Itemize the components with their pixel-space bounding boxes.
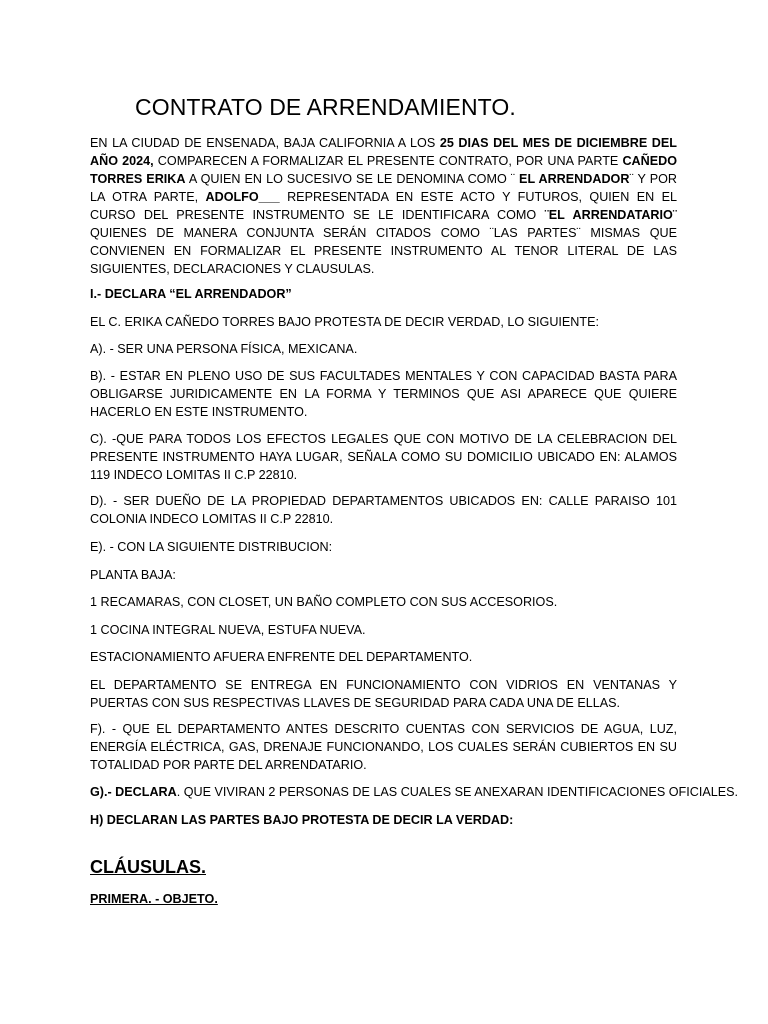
intro-text-6: QUIENES DE MANERA CONJUNTA SERÁN CITADOS COMO ¨LAS PARTES¨ MISMAS QUE CONVIENEN EN FORMALIZAR EL PRESENTE INSTRUMENTO AL TENOR LITERAL DE LAS SIGUIENTES, DECLARACIONES Y CLAUSULAS. [90,226,677,276]
intro-text-5: REPRESENTADA EN ESTE ACTO Y FUTUROS, QUIEN EN EL CURSO DEL PRESENTE INSTRUMENTO SE LE IDENTIFICARA COMO [90,190,677,222]
intro-lessor-name: CAÑEDO TORRES ERIKA [90,154,678,186]
intro-lessor-label: EL ARRENDADOR [515,172,630,186]
intro-text-2: COMPARECEN A FORMALIZAR EL PRESENTE CONTRATO, POR UNA PARTE [153,154,623,168]
declara-heading: I.- DECLARA “EL ARRENDADOR” [90,287,292,301]
entrega-paragraph: EL DEPARTAMENTO SE ENTREGA EN FUNCIONAMIENTO CON VIDRIOS EN VENTANAS Y PUERTAS CON SUS RESPECTIVAS LLAVES DE SEGURIDAD PARA CADA UNA DE ELLAS. [90,678,677,710]
intro-date: 25 DIAS DEL MES DE DICIEMBRE DEL AÑO 2024, [90,136,677,168]
item-h: H) DECLARAN LAS PARTES BAJO PROTESTA DE DECIR LA VERDAD: [90,813,514,827]
planta-baja: PLANTA BAJA: [90,568,176,582]
recamaras-line: 1 RECAMARAS, CON CLOSET, UN BAÑO COMPLETO CON SUS ACCESORIOS. [90,595,558,609]
item-g-label: G).- DECLARA [90,785,177,799]
clausulas-heading: CLÁUSULAS. [90,857,206,877]
item-g-text: . QUE VIVIRAN 2 PERSONAS DE LAS CUALES SE ANEXARAN IDENTIFICACIONES OFICIALES. [176,785,739,799]
item-e: E). - CON LA SIGUIENTE DISTRIBUCION: [90,540,333,554]
document-title: CONTRATO DE ARRENDAMIENTO. [135,94,516,120]
item-b: B). - ESTAR EN PLENO USO DE SUS FACULTADES MENTALES Y CON CAPACIDAD BASTA PARA OBLIGARSE JURIDICAMENTE EN LA FORMA Y TERMINOS QUE ASI APARECE QUE QUIERE HACERLO EN ESTE INSTRUMENTO. [90,369,677,419]
estacionamiento-line: ESTACIONAMIENTO AFUERA ENFRENTE DEL DEPARTAMENTO. [90,650,473,664]
primera-heading: PRIMERA. - OBJETO. [90,892,218,906]
item-f: F). - QUE EL DEPARTAMENTO ANTES DESCRITO CUENTAS CON SERVICIOS DE AGUA, LUZ, ENERGÍA ELÉCTRICA, GAS, DRENAJE FUNCIONANDO, LOS CUALES SERÁN CUBIERTOS EN SU TOTALIDAD POR PARTE DEL ARRENDATARIO. [90,722,677,772]
intro-text-4: ¨ Y POR LA OTRA PARTE, [90,172,677,204]
cocina-line: 1 COCINA INTEGRAL NUEVA, ESTUFA NUEVA. [90,623,366,637]
intro-text-1: EN LA CIUDAD DE ENSENADA, BAJA CALIFORNIA A LOS [90,136,440,150]
intro-lessee-name: ADOLFO___ [205,190,280,204]
item-d: D). - SER DUEÑO DE LA PROPIEDAD DEPARTAMENTOS UBICADOS EN: CALLE PARAISO 101 COLONIA INDECO LOMITAS II C.P 22810. [90,494,677,526]
intro-lessee-label: ¨EL ARRENDATARIO¨ [544,208,678,222]
item-c: C). -QUE PARA TODOS LOS EFECTOS LEGALES QUE CON MOTIVO DE LA CELEBRACION DEL PRESENTE INSTRUMENTO HAYA LUGAR, SEÑALA COMO SU DOMICILIO UBICADO EN: ALAMOS 119 INDECO LOMITAS II C.P 22810. [90,432,677,482]
intro-text-3: A QUIEN EN LO SUCESIVO SE LE DENOMINA COMO ¨ [185,172,515,186]
declara-intro: EL C. ERIKA CAÑEDO TORRES BAJO PROTESTA DE DECIR VERDAD, LO SIGUIENTE: [90,315,599,329]
intro-paragraph [90,134,677,278]
item-g [90,783,739,801]
item-a: A). - SER UNA PERSONA FÍSICA, MEXICANA. [90,342,358,356]
